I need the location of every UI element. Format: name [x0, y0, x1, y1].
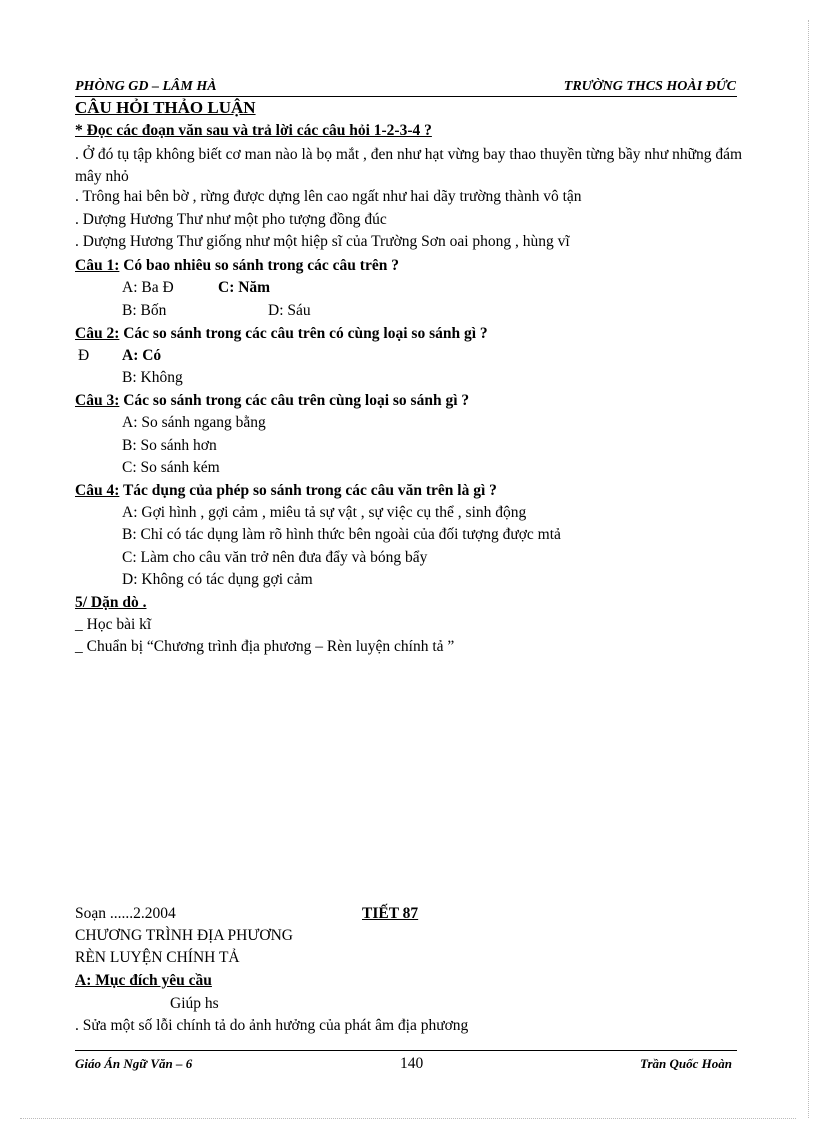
passage-4: . Dượng Hương Thư giống như một hiệp sĩ của Trường Sơn oai phong , hùng vĩ — [75, 233, 570, 250]
q4-option-d: D: Không có tác dụng gợi cảm — [122, 571, 313, 588]
header-right: TRƯỜNG THCS HOÀI ĐỨC — [563, 79, 736, 94]
question-4-text: Tác dụng của phép so sánh trong các câu văn trên là gì ? — [119, 482, 497, 499]
q2-option-a: A: Có — [122, 347, 162, 364]
q1-option-a: A: Ba Đ — [122, 279, 174, 296]
homework-title: 5/ Dặn dò . — [75, 594, 147, 611]
q3-option-a: A: So sánh ngang bằng — [122, 414, 266, 431]
lesson-line-1: . Sửa một số lỗi chính tả do ảnh hưởng của phát âm địa phương — [75, 1017, 469, 1034]
footer-rule — [75, 1050, 737, 1051]
section-title: CÂU HỎI THẢO LUẬN — [75, 98, 256, 117]
question-1 — [75, 257, 399, 275]
question-2 — [75, 325, 488, 343]
question-3 — [75, 392, 469, 410]
footer-right: Trần Quốc Hoàn — [640, 1056, 732, 1071]
question-4 — [75, 482, 497, 500]
passage-1: . Ở đó tụ tập không biết cơ man nào là bọ mắt , đen như hạt vừng bay thao thuyền từng bầy như những đám mây nhỏ — [75, 146, 743, 185]
q4-option-a: A: Gợi hình , gợi cảm , miêu tả sự vật , sự việc cụ thể , sinh động — [122, 504, 527, 521]
question-2-label: Câu 2: — [75, 325, 120, 342]
question-1-label: Câu 1: — [75, 257, 120, 274]
question-4-label: Câu 4: — [75, 482, 120, 499]
q4-option-b: B: Chỉ có tác dụng làm rõ hình thức bên ngoài của đối tượng được mtả — [122, 526, 561, 543]
passage-3: . Dượng Hương Thư như một pho tượng đồng đúc — [75, 211, 387, 228]
question-1-text: Có bao nhiêu so sánh trong các câu trên ? — [119, 257, 399, 274]
q1-option-b: B: Bốn — [122, 302, 167, 319]
footer-left: Giáo Án Ngữ Văn – 6 — [75, 1056, 193, 1071]
q3-option-c: C: So sánh kém — [122, 459, 220, 476]
q4-option-c: C: Làm cho câu văn trở nên đưa đẩy và bóng bẩy — [122, 549, 428, 566]
page-right-border — [808, 20, 809, 1118]
question-3-text: Các so sánh trong các câu trên cùng loại so sánh gì ? — [119, 392, 470, 409]
lesson-date: Soạn ......2.2004 — [75, 905, 176, 922]
instruction: * Đọc các đoạn văn sau và trả lời các câu hỏi 1-2-3-4 ? — [75, 122, 432, 139]
page-number: 140 — [400, 1055, 424, 1072]
lesson-title-2: RÈN LUYỆN CHÍNH TẢ — [75, 949, 240, 966]
lesson-help: Giúp hs — [170, 995, 219, 1012]
question-2-text: Các so sánh trong các câu trên có cùng loại so sánh gì ? — [119, 325, 488, 342]
q3-option-b: B: So sánh hơn — [122, 437, 217, 454]
q2-option-b: B: Không — [122, 369, 183, 386]
q2-answer-mark: Đ — [78, 347, 90, 364]
header-rule — [75, 96, 737, 97]
passage-2: . Trông hai bên bờ , rừng được dựng lên cao ngất như hai dãy trường thành vô tận — [75, 188, 582, 205]
lesson-number: TIẾT 87 — [362, 905, 419, 922]
homework-item-2: _ Chuẩn bị “Chương trình địa phương – Rèn luyện chính tả ” — [75, 638, 455, 655]
lesson-title-1: CHƯƠNG TRÌNH ĐỊA PHƯƠNG — [75, 927, 293, 944]
page-bottom-border — [20, 1118, 796, 1119]
homework-item-1: _ Học bài kĩ — [75, 616, 152, 633]
lesson-section-a: A: Mục đích yêu cầu — [75, 972, 212, 989]
question-3-label: Câu 3: — [75, 392, 120, 409]
header-left: PHÒNG GD – LÂM HÀ — [75, 79, 217, 94]
q1-option-d: D: Sáu — [268, 302, 311, 319]
q1-option-c: C: Năm — [218, 279, 271, 296]
